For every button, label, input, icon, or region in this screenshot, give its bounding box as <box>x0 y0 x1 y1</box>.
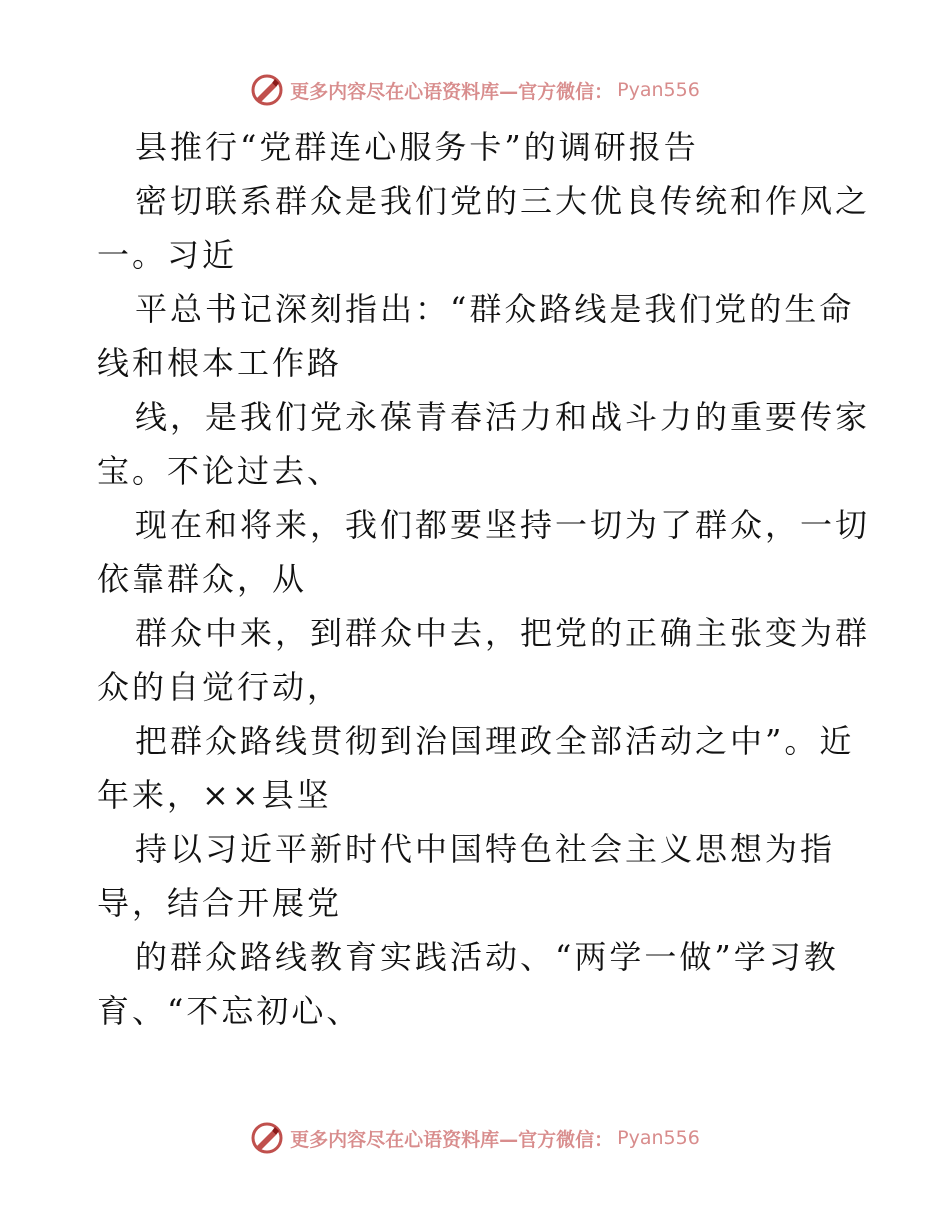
paragraph-line: 依靠群众，从 <box>97 560 308 598</box>
document-body <box>97 120 871 1038</box>
watermark-text: 更多内容尽在心语资料库—官方微信： <box>290 80 614 103</box>
paragraph-line: 平总书记深刻指出：“群众路线是我们党的生命 <box>135 290 855 328</box>
paragraph-line: 把群众路线贯彻到治国理政全部活动之中”。近 <box>135 722 855 760</box>
paragraph-line: 现在和将来，我们都要坚持一切为了群众，一切 <box>135 506 871 544</box>
paragraph-line: 一。习近 <box>97 236 238 274</box>
paragraph-line: 的群众路线教育实践活动、“两学一做”学习教 <box>135 938 839 976</box>
paragraph-line: 导，结合开展党 <box>97 884 343 922</box>
paragraph-line: 育、“不忘初心、 <box>97 992 362 1030</box>
paragraph-line: 线，是我们党永葆青春活力和战斗力的重要传家 <box>135 398 871 436</box>
paragraph-line: 年来，××县坚 <box>97 776 332 814</box>
doc-title-line: 县推行“党群连心服务卡”的调研报告 <box>135 128 699 166</box>
paragraph-line: 持以习近平新时代中国特色社会主义思想为指 <box>135 830 836 868</box>
pen-logo-icon <box>250 73 284 107</box>
paragraph-line: 密切联系群众是我们党的三大优良传统和作风之 <box>135 182 871 220</box>
paragraph-line: 群众中来，到群众中去，把党的正确主张变为群 <box>135 614 871 652</box>
paragraph-line: 宝。不论过去、 <box>97 452 343 490</box>
pen-logo-icon <box>250 1121 284 1155</box>
footer-watermark <box>0 1118 950 1158</box>
watermark-text: 更多内容尽在心语资料库—官方微信： <box>290 1128 614 1151</box>
watermark-contact: Pyan556 <box>617 79 700 101</box>
header-watermark <box>0 70 950 110</box>
paragraph-line: 众的自觉行动， <box>97 668 343 706</box>
paragraph-line: 线和根本工作路 <box>97 344 343 382</box>
watermark-contact: Pyan556 <box>617 1127 700 1149</box>
